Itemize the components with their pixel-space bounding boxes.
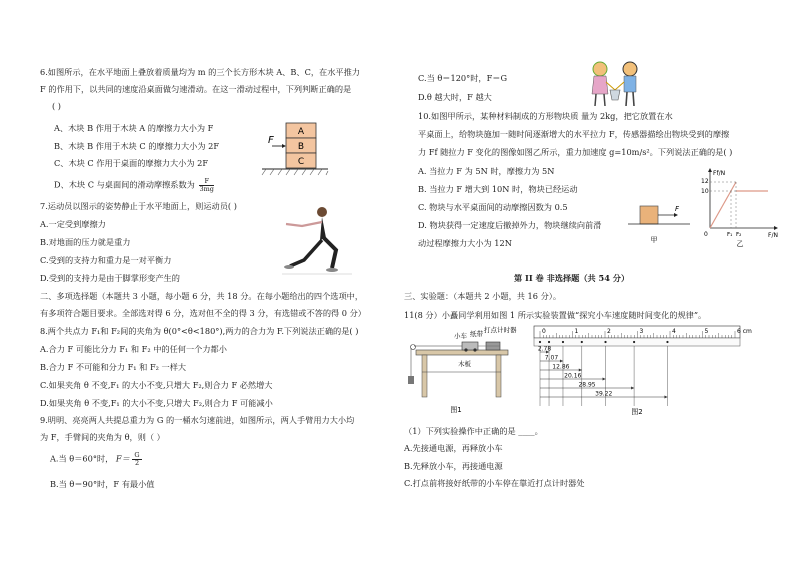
child-left-dress xyxy=(592,76,608,94)
athlete-extended-leg xyxy=(290,240,322,266)
q11-option-b: B.先释放小车，再接通电源 xyxy=(404,461,503,471)
wooden-board xyxy=(416,350,508,355)
q6-line1: 6.如图所示，在水平地面上叠放着质量均为 m 的三个长方形木块 A、B、C，在水平推力 xyxy=(40,67,360,77)
q9-line1: 9.明明、亮亮两人共提总重力为 G 的一桶水匀速前进，如图所示，两人手臂用力大小均 xyxy=(40,415,355,425)
graph-tick-f1: F₁ xyxy=(727,232,733,238)
q9-option-a-text: A.当 θ＝60°时， xyxy=(50,453,114,464)
q9-line2: 为 F，手臂间的夹角为 θ，则（ ） xyxy=(40,432,165,442)
q10-option-b: B. 当拉力 F 增大到 10N 时，物块已经运动 xyxy=(418,184,578,194)
arms-to-bucket xyxy=(606,82,624,90)
graph-static-segment xyxy=(710,182,736,228)
child-right-shirt xyxy=(624,76,636,92)
cart-label: 小车 xyxy=(454,332,467,340)
child-right-leg-2 xyxy=(633,92,634,106)
paper-tape-ruler-figure xyxy=(530,322,752,418)
q8-line1: 8.两个共点力 F₁和 F₂间的夹角为 θ(0°<θ<180°),两力的合力为 F.下列说法正确的是( ) xyxy=(40,326,359,336)
distance-arrowhead xyxy=(579,369,582,372)
q9-fraction xyxy=(132,452,141,467)
athlete-arms xyxy=(286,222,322,226)
tape-dot xyxy=(562,341,564,343)
fig-yi-label: 乙 xyxy=(736,240,744,248)
q11-option-a: A.先接通电源，再释放小车 xyxy=(404,443,503,453)
child-right-leg xyxy=(626,92,627,106)
graph-x-arrowhead xyxy=(774,226,778,230)
q11-option-c: C.打点前将接好纸带的小车停在靠近打点计时器处 xyxy=(404,478,585,488)
child-right-head xyxy=(623,62,637,76)
part2-heading: 第 II 卷 非选择题（共 54 分） xyxy=(514,273,630,283)
ruler-label: 4 xyxy=(672,328,676,335)
q7-option-b: B.对地面的压力就是重力 xyxy=(40,237,131,247)
ruler-label: 5 xyxy=(704,328,709,335)
ruler-label: 6 cm xyxy=(737,328,752,335)
force-arrowhead xyxy=(282,144,286,148)
q9-option-a xyxy=(50,452,142,467)
q7-option-a: A.一定受到摩擦力 xyxy=(40,219,106,229)
ruler-label: 3 xyxy=(639,328,644,335)
q10-option-a: A. 当拉力 F 为 5N 时，摩擦力为 5N xyxy=(418,166,555,176)
children-carrying-bucket-figure xyxy=(586,60,646,112)
bucket-icon xyxy=(610,90,620,100)
block-b-label: B xyxy=(297,142,305,152)
athlete-bent-leg xyxy=(324,238,336,268)
timer-label: 打点计时器 xyxy=(484,326,517,334)
hanging-weight xyxy=(408,376,414,384)
q11-line1: 11(8 分）小矗同学利用如图 1 所示实验装置做“探究小车速度随时间变化的规律”。 xyxy=(404,310,707,320)
q6-option-c: C、木块 C 作用于桌面的摩擦力大小为 2F xyxy=(54,158,209,168)
q9-option-a-lhs: F＝ xyxy=(115,453,130,464)
q6-option-d-text: D、木块 C 与桌面间的滑动摩擦系数为 xyxy=(54,179,195,190)
block-a-label: A xyxy=(297,127,305,137)
q6-fraction xyxy=(199,178,213,193)
q11-sub1: （1）下列实验操作中正确的是 ____。 xyxy=(404,426,543,436)
q10-line2: 平桌面上，给物块施加一随时间逐渐增大的水平拉力 F，传感器描绘出物块受到的摩擦 xyxy=(418,129,730,139)
fig2-caption: 图2 xyxy=(631,408,643,416)
q8-option-b: B.合力 F 不可能和分力 F₁ 和 F₂ 一样大 xyxy=(40,362,187,372)
distance-arrowhead xyxy=(664,396,667,399)
distance-arrowhead xyxy=(603,378,606,381)
material-block xyxy=(640,206,658,224)
q10-line3: 力 Ff 随拉力 F 变化的图像如图乙所示，重力加速度 g=10m/s²。下列说法正确的是( ) xyxy=(418,147,733,157)
q9-frac-den: 2 xyxy=(134,459,140,468)
distance-label: 39.22 xyxy=(595,390,613,398)
q6-frac-num: F xyxy=(199,178,213,186)
q6-paren: ( ) xyxy=(52,101,61,111)
ruler-label: 2 xyxy=(607,328,611,335)
board-label: 木板 xyxy=(458,360,471,368)
q10-line1: 10.如图甲所示，某种材料制成的方形物块质 量为 2kg，把它放置在水 xyxy=(418,111,673,121)
table-leg-left xyxy=(422,355,427,397)
child-left-leg-2 xyxy=(604,94,605,106)
graph-y-arrowhead xyxy=(708,168,712,172)
distance-label: 7.07 xyxy=(544,354,559,362)
section2-line2: 有多项符合题目要求。全部选对得 6 分，选对但不全的得 3 分，有选错或不答的得 0 分） xyxy=(40,308,366,318)
q6-line2: F 的作用下，以共同的速度沿桌面做匀速滑动。在这一滑动过程中，下列判断正确的是 xyxy=(40,84,352,94)
graph-tick-10: 10 xyxy=(701,188,709,195)
athlete-head xyxy=(317,207,327,217)
tape-dot xyxy=(633,341,635,343)
tape-dot xyxy=(604,341,606,343)
q8-option-d: D.如果夹角 θ 不变,F₁ 的大小不变,只增大 F₂,则合力 F 可能减小 xyxy=(40,398,273,408)
tape-dot xyxy=(539,341,541,343)
q6-frac-den: 3mg xyxy=(199,185,214,194)
tape-strip xyxy=(534,338,740,346)
tape-dot xyxy=(666,341,668,343)
ruler-label: 1 xyxy=(574,328,579,335)
child-left-leg xyxy=(595,94,596,106)
q7-option-c: C.受到的支持力和重力是一对平衡力 xyxy=(40,255,172,265)
q7-option-d: D.受到的支持力是由于脚掌形变产生的 xyxy=(40,273,180,283)
q10-option-c: C. 物块与水平桌面间的动摩擦因数为 0.5 xyxy=(418,202,568,212)
q10-option-d-line2: 动过程摩擦力大小为 12N xyxy=(418,238,512,248)
fig1-caption: 图1 xyxy=(450,406,462,414)
tape-marks xyxy=(538,341,669,406)
section2-line1: 二、多项选择题（本题共 3 小题，每小题 6 分，共 18 分。在每小题给出的四个选项中， xyxy=(40,291,364,301)
fig-jia-label: 甲 xyxy=(650,236,658,244)
tape-dot xyxy=(548,341,550,343)
block-pull-figure xyxy=(628,200,694,248)
distance-label: 2.78 xyxy=(537,345,552,353)
q9-option-c: C.当 θ＝120°时，F＝G xyxy=(418,73,507,83)
pull-arrowhead xyxy=(674,213,678,217)
athlete-shoe xyxy=(284,265,294,269)
experiment-apparatus-figure xyxy=(400,326,518,416)
q9-frac-num: G xyxy=(134,451,140,459)
q10-option-d-line1: D. 物块获得一定速度后撤掉外力，物块继续向前滑 xyxy=(418,220,602,230)
block-c-label: C xyxy=(297,157,305,167)
tape-dot xyxy=(581,341,583,343)
athlete-figure xyxy=(282,200,352,278)
athlete-shoe-2 xyxy=(326,268,338,272)
q9-option-d: D.θ 越大时，F 越大 xyxy=(418,92,492,102)
cart-wheel xyxy=(464,348,467,351)
force-label: F xyxy=(268,135,274,146)
ruler-label: 0 xyxy=(542,328,546,335)
section3-heading: 三、实验题：（本题共 2 小题，共 16 分）。 xyxy=(404,291,562,301)
q8-option-c: C.如果夹角 θ 不变,F₁ 的大小不变,只增大 F₂,则合力 F 必然增大 xyxy=(40,380,273,390)
q7-line1: 7.运动员以图示的姿势静止于水平地面上，则运动员( ) xyxy=(40,201,237,211)
graph-y-label: Ff/N xyxy=(713,170,726,177)
athlete-torso xyxy=(320,217,326,240)
tape-label: 纸带 xyxy=(470,330,483,338)
q9-option-b: B.当 θ＝90°时，F 有最小值 xyxy=(50,479,155,489)
distance-arrowhead xyxy=(560,360,563,363)
pull-force-label: F xyxy=(675,205,680,213)
distance-label: 20.16 xyxy=(564,372,582,380)
graph-x-label: F/N xyxy=(768,232,778,239)
q6-option-a: A、木块 B 作用于木块 A 的摩擦力大小为 F xyxy=(54,123,214,133)
q8-option-a: A.合力 F 可能比分力 F₁ 和 F₂ 中的任何一个力都小 xyxy=(40,344,227,354)
ground-hatching xyxy=(262,169,328,175)
distance-arrowhead xyxy=(631,387,634,390)
table-leg-right xyxy=(496,355,501,397)
friction-graph xyxy=(696,166,780,248)
graph-origin: 0 xyxy=(704,231,708,238)
q6-option-d xyxy=(54,178,214,193)
distance-label: 12.86 xyxy=(552,363,570,371)
graph-tick-f2: F₂ xyxy=(736,232,742,238)
q6-option-b: B、木块 B 作用于木块 C 的摩擦力大小为 2F xyxy=(54,141,220,151)
graph-tick-12: 12 xyxy=(701,178,709,185)
cart-wheel-2 xyxy=(473,348,476,351)
child-left-head xyxy=(593,62,607,76)
stacked-blocks-figure xyxy=(258,120,330,178)
distance-label: 28.95 xyxy=(578,381,596,389)
